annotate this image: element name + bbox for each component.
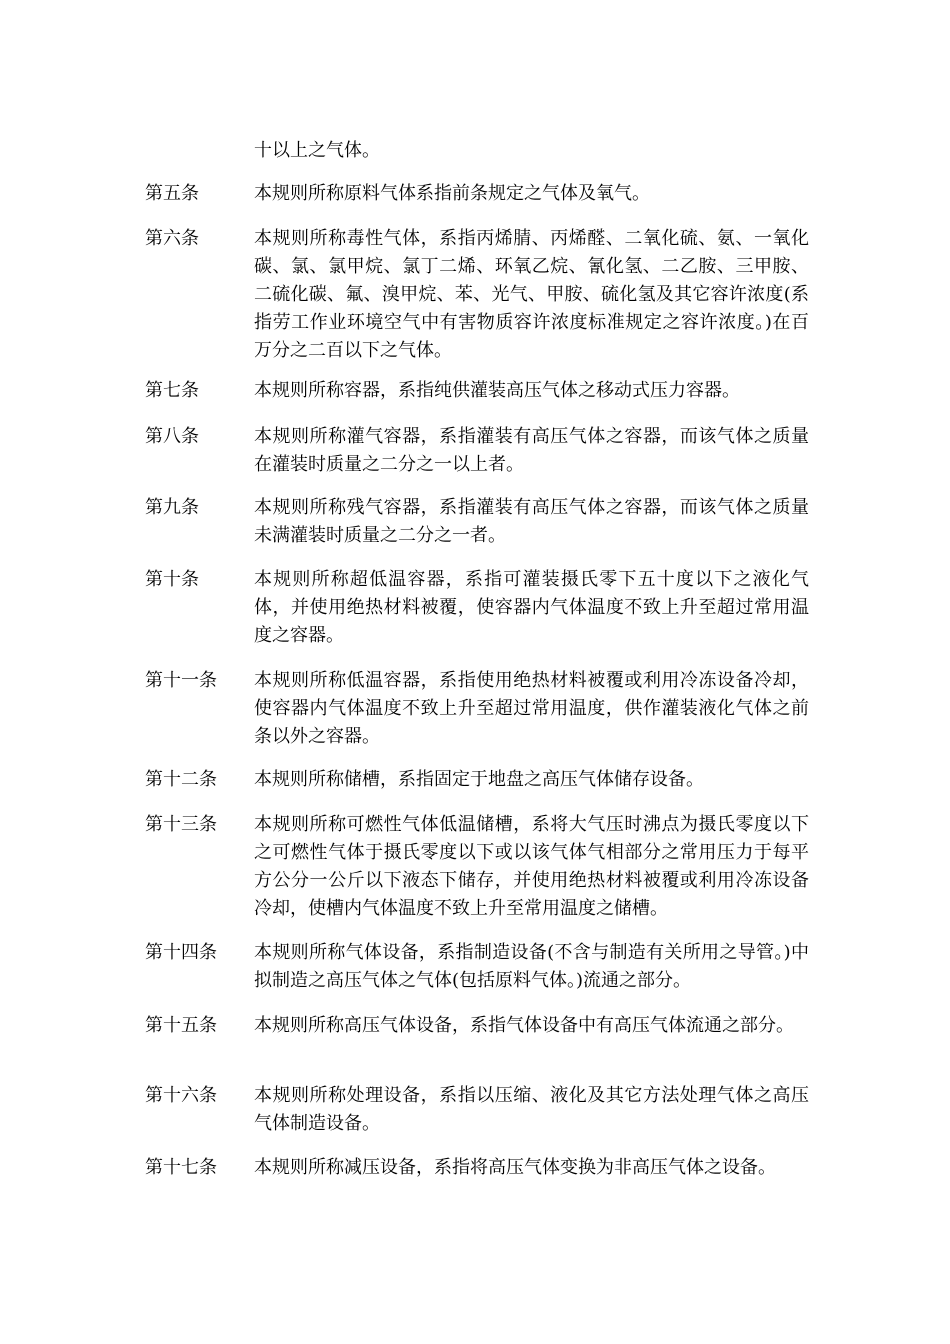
article-text: 本规则所称气体设备，系指制造设备(不含与制造有关所用之导管。)中拟制造之高压气体之气体(包括原料气体。)流通之部分。 bbox=[254, 942, 809, 991]
article-label: 第十条 bbox=[145, 569, 199, 590]
article-text: 本规则所称残气容器，系指灌装有高压气体之容器，而该气体之质量未满灌装时质量之二分之一者。 bbox=[254, 497, 809, 546]
article-text: 本规则所称高压气体设备，系指气体设备中有高压气体流通之部分。 bbox=[254, 1015, 794, 1036]
article-label: 第五条 bbox=[145, 183, 199, 204]
article-text: 本规则所称储槽，系指固定于地盘之高压气体储存设备。 bbox=[254, 769, 704, 790]
article-text: 本规则所称容器，系指纯供灌装高压气体之移动式压力容器。 bbox=[254, 380, 740, 401]
article-label: 第六条 bbox=[145, 228, 199, 249]
article-text: 本规则所称原料气体系指前条规定之气体及氧气。 bbox=[254, 183, 650, 204]
continuation-text: 十以上之气体。 bbox=[254, 140, 380, 161]
article-label: 第十六条 bbox=[145, 1085, 217, 1106]
article-text: 本规则所称毒性气体，系指丙烯腈、丙烯醛、二氧化硫、氨、一氧化碳、氯、氯甲烷、氯丁二烯、环氧乙烷、氰化氢、二乙胺、三甲胺、二硫化碳、氟、溴甲烷、苯、光气、甲胺、硫化氢及其它容许浓度(系指劳工作业环境空气中有害物质容许浓度标准规定之容许浓度。)在百万分之二百以下之气体。 bbox=[254, 228, 809, 361]
article-label: 第九条 bbox=[145, 497, 199, 518]
article-label: 第十一条 bbox=[145, 670, 217, 691]
article-label: 第十四条 bbox=[145, 942, 217, 963]
article-text: 本规则所称减压设备，系指将高压气体变换为非高压气体之设备。 bbox=[254, 1157, 776, 1178]
article-label: 第七条 bbox=[145, 380, 199, 401]
article-text: 本规则所称低温容器，系指使用绝热材料被覆或利用冷冻设备冷却，使容器内气体温度不致上升至超过常用温度，供作灌装液化气体之前条以外之容器。 bbox=[254, 670, 809, 747]
article-label: 第八条 bbox=[145, 426, 199, 447]
article-text: 本规则所称处理设备，系指以压缩、液化及其它方法处理气体之高压气体制造设备。 bbox=[254, 1085, 809, 1134]
article-text: 本规则所称灌气容器，系指灌装有高压气体之容器，而该气体之质量在灌装时质量之二分之一以上者。 bbox=[254, 426, 809, 475]
article-text: 本规则所称可燃性气体低温储槽，系将大气压时沸点为摄氏零度以下之可燃性气体于摄氏零度以下或以该气体气相部分之常用压力于每平方公分一公斤以下液态下储存，并使用绝热材料被覆或利用冷冻设备冷却，使槽内气体温度不致上升至常用温度之储槽。 bbox=[254, 814, 809, 919]
article-label: 第十七条 bbox=[145, 1157, 217, 1178]
article-label: 第十五条 bbox=[145, 1015, 217, 1036]
article-label: 第十三条 bbox=[145, 814, 217, 835]
article-text: 本规则所称超低温容器，系指可灌装摄氏零下五十度以下之液化气体，并使用绝热材料被覆，使容器内气体温度不致上升至超过常用温度之容器。 bbox=[254, 569, 809, 646]
article-label: 第十二条 bbox=[145, 769, 217, 790]
